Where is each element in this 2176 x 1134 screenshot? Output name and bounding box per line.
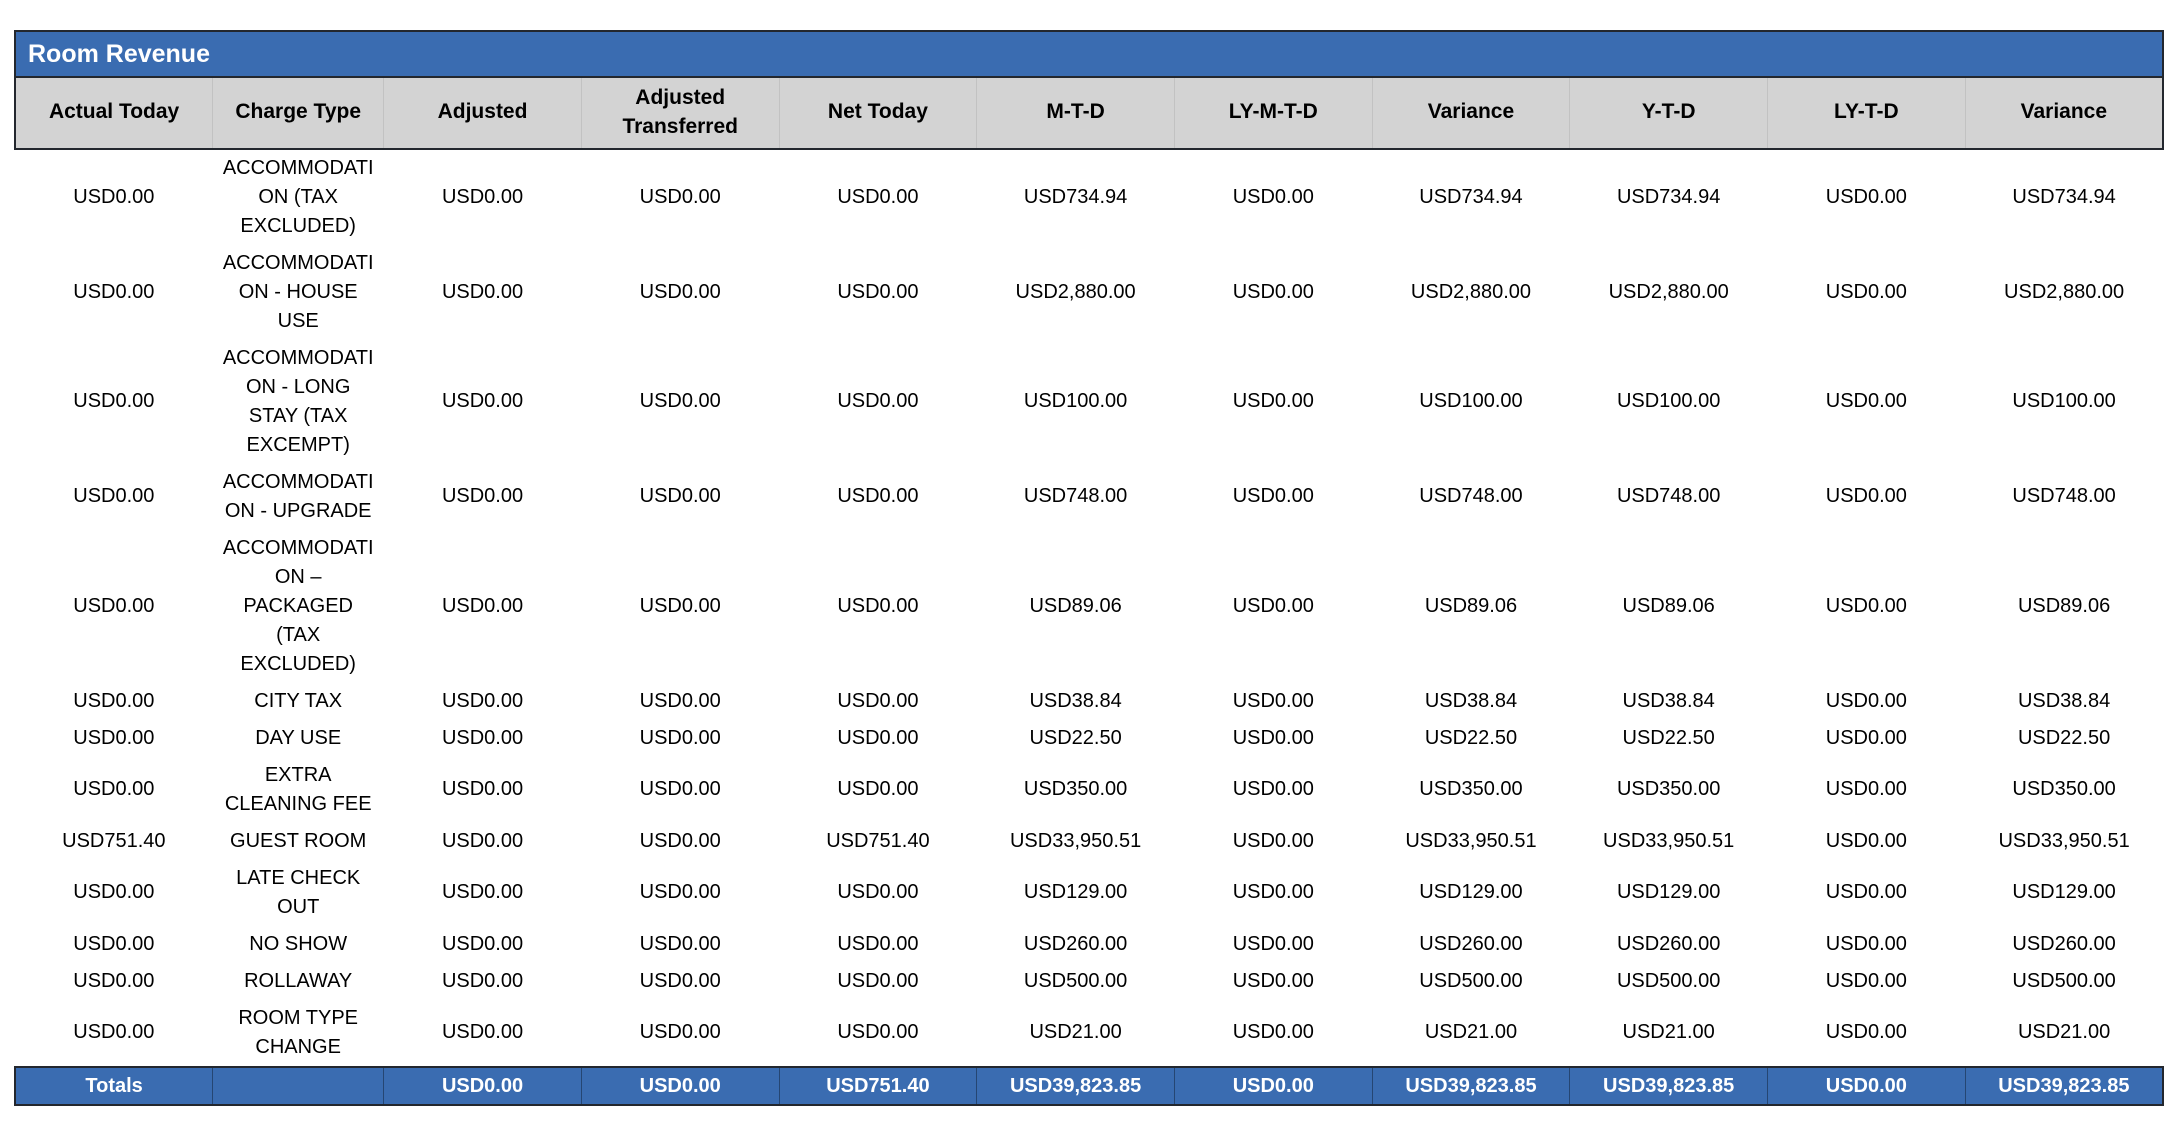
amount-cell: USD0.00 xyxy=(779,530,977,683)
amount-cell: USD0.00 xyxy=(1768,464,1966,530)
amount-cell: USD0.00 xyxy=(1768,860,1966,926)
amount-cell: USD0.00 xyxy=(15,963,213,1000)
amount-cell: USD0.00 xyxy=(1174,245,1372,340)
amount-cell: USD22.50 xyxy=(1965,720,2163,757)
amount-cell: USD0.00 xyxy=(384,720,582,757)
amount-cell: USD260.00 xyxy=(1570,926,1768,963)
amount-cell: USD0.00 xyxy=(15,530,213,683)
charge-type-cell: NO SHOW xyxy=(213,926,384,963)
amount-cell: USD0.00 xyxy=(15,340,213,464)
amount-cell: USD0.00 xyxy=(1768,963,1966,1000)
amount-cell: USD2,880.00 xyxy=(1570,245,1768,340)
title-row xyxy=(15,31,2163,77)
charge-type-cell: DAY USE xyxy=(213,720,384,757)
report-title: Room Revenue xyxy=(28,40,210,68)
amount-cell: USD350.00 xyxy=(1965,757,2163,823)
amount-cell: USD33,950.51 xyxy=(1965,823,2163,860)
amount-cell: USD0.00 xyxy=(384,860,582,926)
column-header-actual-today: Actual Today xyxy=(15,77,213,149)
charge-type-cell: ACCOMMODATION - UPGRADE xyxy=(213,464,384,530)
amount-cell: USD0.00 xyxy=(1768,245,1966,340)
table-row xyxy=(15,149,2163,245)
column-header-adjusted: Adjusted xyxy=(384,77,582,149)
charge-type-cell: ROLLAWAY xyxy=(213,963,384,1000)
amount-cell: USD89.06 xyxy=(1372,530,1570,683)
amount-cell: USD0.00 xyxy=(1768,340,1966,464)
revenue-table-body xyxy=(15,149,2163,1067)
amount-cell: USD0.00 xyxy=(384,926,582,963)
column-header-row xyxy=(15,77,2163,149)
totals-amount-cell: USD39,823.85 xyxy=(977,1067,1175,1105)
table-row xyxy=(15,860,2163,926)
amount-cell: USD0.00 xyxy=(15,464,213,530)
amount-cell: USD0.00 xyxy=(1174,1000,1372,1067)
amount-cell: USD0.00 xyxy=(1768,530,1966,683)
amount-cell: USD38.84 xyxy=(1372,683,1570,720)
charge-type-cell: ROOM TYPE CHANGE xyxy=(213,1000,384,1067)
column-header-variance: Variance xyxy=(1372,77,1570,149)
amount-cell: USD0.00 xyxy=(1768,1000,1966,1067)
amount-cell: USD100.00 xyxy=(1965,340,2163,464)
amount-cell: USD748.00 xyxy=(1570,464,1768,530)
amount-cell: USD0.00 xyxy=(1768,149,1966,245)
amount-cell: USD734.94 xyxy=(977,149,1175,245)
table-row xyxy=(15,926,2163,963)
amount-cell: USD734.94 xyxy=(1570,149,1768,245)
amount-cell: USD0.00 xyxy=(1768,823,1966,860)
amount-cell: USD260.00 xyxy=(1372,926,1570,963)
amount-cell: USD0.00 xyxy=(581,1000,779,1067)
amount-cell: USD129.00 xyxy=(1372,860,1570,926)
amount-cell: USD0.00 xyxy=(1174,926,1372,963)
amount-cell: USD0.00 xyxy=(1174,757,1372,823)
amount-cell: USD0.00 xyxy=(1174,683,1372,720)
amount-cell: USD89.06 xyxy=(1965,530,2163,683)
amount-cell: USD0.00 xyxy=(15,683,213,720)
amount-cell: USD2,880.00 xyxy=(1965,245,2163,340)
table-row xyxy=(15,823,2163,860)
amount-cell: USD0.00 xyxy=(581,149,779,245)
amount-cell: USD260.00 xyxy=(977,926,1175,963)
totals-amount-cell: USD0.00 xyxy=(384,1067,582,1105)
amount-cell: USD0.00 xyxy=(779,720,977,757)
column-header-ly-m-t-d: LY-M-T-D xyxy=(1174,77,1372,149)
amount-cell: USD0.00 xyxy=(779,1000,977,1067)
amount-cell: USD0.00 xyxy=(1174,464,1372,530)
amount-cell: USD0.00 xyxy=(1174,340,1372,464)
amount-cell: USD751.40 xyxy=(779,823,977,860)
amount-cell: USD0.00 xyxy=(1174,823,1372,860)
amount-cell: USD0.00 xyxy=(581,926,779,963)
amount-cell: USD0.00 xyxy=(581,720,779,757)
amount-cell: USD0.00 xyxy=(15,757,213,823)
amount-cell: USD0.00 xyxy=(581,757,779,823)
amount-cell: USD38.84 xyxy=(1965,683,2163,720)
amount-cell: USD350.00 xyxy=(1570,757,1768,823)
totals-row xyxy=(15,1067,2163,1105)
amount-cell: USD0.00 xyxy=(1174,720,1372,757)
amount-cell: USD0.00 xyxy=(1174,530,1372,683)
amount-cell: USD734.94 xyxy=(1965,149,2163,245)
amount-cell: USD22.50 xyxy=(977,720,1175,757)
amount-cell: USD748.00 xyxy=(1965,464,2163,530)
room-revenue-table xyxy=(14,30,2164,1106)
totals-amount-cell: USD0.00 xyxy=(581,1067,779,1105)
amount-cell: USD0.00 xyxy=(1174,860,1372,926)
charge-type-cell: CITY TAX xyxy=(213,683,384,720)
amount-cell: USD0.00 xyxy=(384,1000,582,1067)
amount-cell: USD748.00 xyxy=(1372,464,1570,530)
amount-cell: USD0.00 xyxy=(1174,963,1372,1000)
amount-cell: USD0.00 xyxy=(581,245,779,340)
amount-cell: USD21.00 xyxy=(1372,1000,1570,1067)
amount-cell: USD0.00 xyxy=(15,245,213,340)
column-header-m-t-d: M-T-D xyxy=(977,77,1175,149)
amount-cell: USD0.00 xyxy=(384,683,582,720)
amount-cell: USD734.94 xyxy=(1372,149,1570,245)
amount-cell: USD38.84 xyxy=(1570,683,1768,720)
amount-cell: USD89.06 xyxy=(977,530,1175,683)
charge-type-cell: ACCOMMODATION - HOUSE USE xyxy=(213,245,384,340)
amount-cell: USD129.00 xyxy=(977,860,1175,926)
totals-amount-cell xyxy=(213,1067,384,1105)
table-row xyxy=(15,757,2163,823)
amount-cell: USD129.00 xyxy=(1965,860,2163,926)
amount-cell: USD0.00 xyxy=(581,464,779,530)
table-row xyxy=(15,963,2163,1000)
column-header-adjusted-transferred: Adjusted Transferred xyxy=(581,77,779,149)
charge-type-cell: EXTRA CLEANING FEE xyxy=(213,757,384,823)
amount-cell: USD350.00 xyxy=(977,757,1175,823)
amount-cell: USD129.00 xyxy=(1570,860,1768,926)
amount-cell: USD0.00 xyxy=(581,823,779,860)
amount-cell: USD0.00 xyxy=(384,823,582,860)
table-row xyxy=(15,464,2163,530)
amount-cell: USD0.00 xyxy=(779,464,977,530)
amount-cell: USD0.00 xyxy=(15,1000,213,1067)
amount-cell: USD2,880.00 xyxy=(977,245,1175,340)
amount-cell: USD0.00 xyxy=(779,926,977,963)
amount-cell: USD0.00 xyxy=(1768,720,1966,757)
charge-type-cell: ACCOMMODATION – PACKAGED (TAX EXCLUDED) xyxy=(213,530,384,683)
column-header-ly-t-d: LY-T-D xyxy=(1768,77,1966,149)
column-header-y-t-d: Y-T-D xyxy=(1570,77,1768,149)
amount-cell: USD0.00 xyxy=(779,340,977,464)
column-header-variance: Variance xyxy=(1965,77,2163,149)
amount-cell: USD0.00 xyxy=(15,860,213,926)
amount-cell: USD748.00 xyxy=(977,464,1175,530)
amount-cell: USD0.00 xyxy=(15,926,213,963)
amount-cell: USD21.00 xyxy=(1570,1000,1768,1067)
amount-cell: USD22.50 xyxy=(1372,720,1570,757)
table-row xyxy=(15,340,2163,464)
amount-cell: USD100.00 xyxy=(977,340,1175,464)
amount-cell: USD0.00 xyxy=(779,683,977,720)
charge-type-cell: GUEST ROOM xyxy=(213,823,384,860)
totals-amount-cell: USD39,823.85 xyxy=(1372,1067,1570,1105)
amount-cell: USD0.00 xyxy=(384,530,582,683)
amount-cell: USD0.00 xyxy=(384,963,582,1000)
amount-cell: USD0.00 xyxy=(581,683,779,720)
amount-cell: USD0.00 xyxy=(384,340,582,464)
amount-cell: USD0.00 xyxy=(779,963,977,1000)
amount-cell: USD0.00 xyxy=(779,757,977,823)
amount-cell: USD0.00 xyxy=(384,149,582,245)
table-row xyxy=(15,720,2163,757)
amount-cell: USD89.06 xyxy=(1570,530,1768,683)
amount-cell: USD38.84 xyxy=(977,683,1175,720)
amount-cell: USD33,950.51 xyxy=(1372,823,1570,860)
amount-cell: USD0.00 xyxy=(1768,683,1966,720)
amount-cell: USD500.00 xyxy=(1570,963,1768,1000)
amount-cell: USD0.00 xyxy=(1174,149,1372,245)
amount-cell: USD21.00 xyxy=(977,1000,1175,1067)
totals-amount-cell: USD39,823.85 xyxy=(1570,1067,1768,1105)
table-row xyxy=(15,1000,2163,1067)
table-row xyxy=(15,245,2163,340)
amount-cell: USD33,950.51 xyxy=(1570,823,1768,860)
column-header-charge-type: Charge Type xyxy=(213,77,384,149)
amount-cell: USD22.50 xyxy=(1570,720,1768,757)
amount-cell: USD21.00 xyxy=(1965,1000,2163,1067)
amount-cell: USD0.00 xyxy=(15,720,213,757)
totals-amount-cell: USD751.40 xyxy=(779,1067,977,1105)
amount-cell: USD0.00 xyxy=(15,149,213,245)
amount-cell: USD100.00 xyxy=(1372,340,1570,464)
totals-amount-cell: USD0.00 xyxy=(1768,1067,1966,1105)
column-header-net-today: Net Today xyxy=(779,77,977,149)
amount-cell: USD0.00 xyxy=(384,464,582,530)
table-row xyxy=(15,683,2163,720)
amount-cell: USD0.00 xyxy=(1768,926,1966,963)
amount-cell: USD33,950.51 xyxy=(977,823,1175,860)
totals-amount-cell: USD0.00 xyxy=(1174,1067,1372,1105)
amount-cell: USD0.00 xyxy=(384,245,582,340)
charge-type-cell: ACCOMMODATION - LONG STAY (TAX EXCEMPT) xyxy=(213,340,384,464)
amount-cell: USD260.00 xyxy=(1965,926,2163,963)
charge-type-cell: LATE CHECK OUT xyxy=(213,860,384,926)
amount-cell: USD500.00 xyxy=(977,963,1175,1000)
amount-cell: USD500.00 xyxy=(1372,963,1570,1000)
amount-cell: USD0.00 xyxy=(1768,757,1966,823)
table-row xyxy=(15,530,2163,683)
totals-amount-cell: USD39,823.85 xyxy=(1965,1067,2163,1105)
amount-cell: USD0.00 xyxy=(779,245,977,340)
amount-cell: USD0.00 xyxy=(581,530,779,683)
amount-cell: USD500.00 xyxy=(1965,963,2163,1000)
amount-cell: USD350.00 xyxy=(1372,757,1570,823)
amount-cell: USD0.00 xyxy=(581,860,779,926)
amount-cell: USD751.40 xyxy=(15,823,213,860)
amount-cell: USD0.00 xyxy=(384,757,582,823)
amount-cell: USD0.00 xyxy=(779,860,977,926)
totals-label: Totals xyxy=(15,1067,213,1105)
charge-type-cell: ACCOMMODATION (TAX EXCLUDED) xyxy=(213,149,384,245)
amount-cell: USD2,880.00 xyxy=(1372,245,1570,340)
amount-cell: USD0.00 xyxy=(779,149,977,245)
amount-cell: USD0.00 xyxy=(581,963,779,1000)
amount-cell: USD100.00 xyxy=(1570,340,1768,464)
amount-cell: USD0.00 xyxy=(581,340,779,464)
report-title-bar xyxy=(15,31,2163,77)
